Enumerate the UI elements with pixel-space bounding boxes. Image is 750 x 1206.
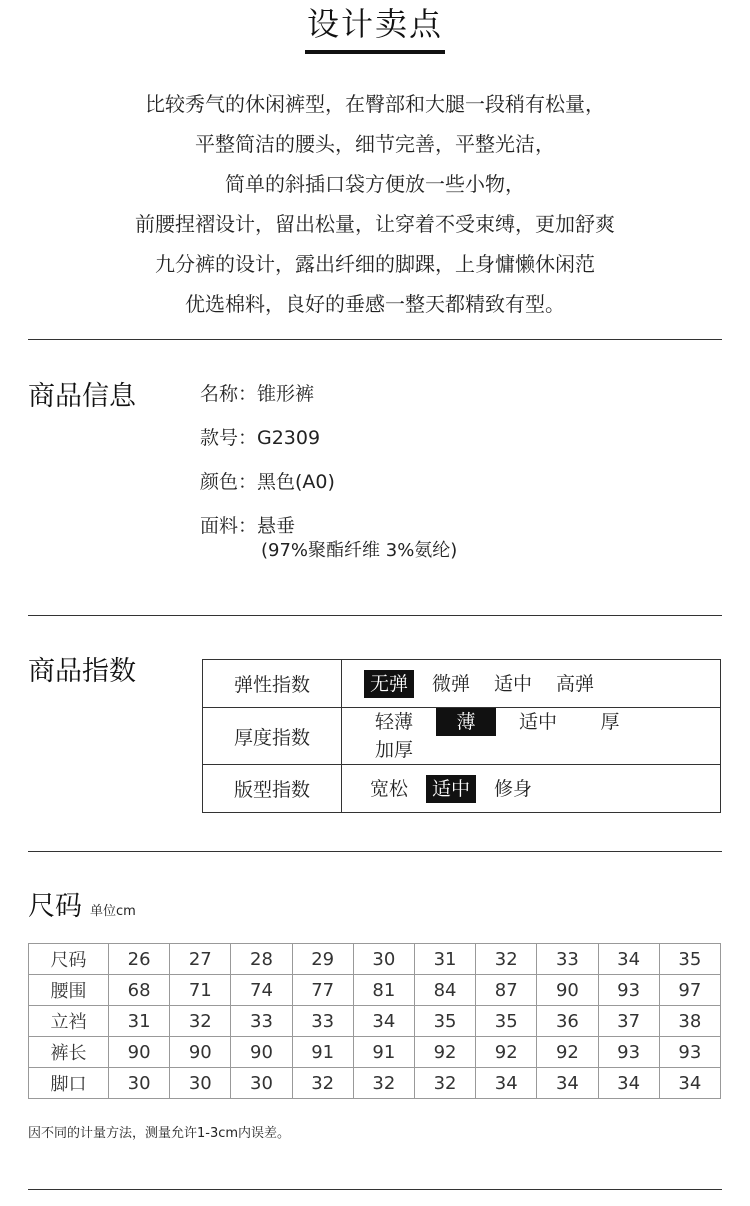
product-fabric-detail: (97%聚酯纤维 3%氨纶) bbox=[261, 540, 458, 561]
index-option: 高弹 bbox=[556, 672, 595, 695]
size-heading: 尺码 bbox=[28, 891, 82, 922]
product-info-heading: 商品信息 bbox=[28, 381, 136, 412]
index-option: 轻薄 bbox=[374, 711, 413, 733]
size-cell: 32 bbox=[476, 944, 537, 975]
size-cell: 29 bbox=[292, 944, 353, 975]
product-fabric: 面料：悬垂 bbox=[200, 515, 296, 537]
size-cell: 84 bbox=[414, 975, 475, 1006]
size-row-label: 脚口 bbox=[29, 1068, 109, 1099]
size-note: 因不同的计量方法，测量允许1-3cm内误差。 bbox=[28, 1126, 291, 1141]
size-cell: 26 bbox=[109, 944, 170, 975]
size-cell: 93 bbox=[598, 1037, 659, 1068]
size-cell: 92 bbox=[414, 1037, 475, 1068]
selling-points bbox=[0, 84, 750, 324]
product-color: 颜色：黑色(A0) bbox=[200, 471, 335, 493]
size-cell: 93 bbox=[659, 1037, 720, 1068]
product-name: 名称：锥形裤 bbox=[200, 383, 315, 405]
size-cell: 30 bbox=[170, 1068, 231, 1099]
size-cell: 92 bbox=[476, 1037, 537, 1068]
size-cell: 35 bbox=[659, 944, 720, 975]
size-cell: 68 bbox=[109, 975, 170, 1006]
index-options bbox=[342, 765, 721, 813]
selling-line: 简单的斜插口袋方便放一些小物， bbox=[225, 172, 525, 196]
product-index-table bbox=[202, 659, 721, 813]
size-cell: 92 bbox=[537, 1037, 598, 1068]
size-heading-wrap bbox=[28, 890, 136, 929]
size-row-label: 腰围 bbox=[29, 975, 109, 1006]
index-row bbox=[203, 708, 721, 765]
size-row bbox=[29, 1006, 721, 1037]
size-cell: 27 bbox=[170, 944, 231, 975]
size-cell: 30 bbox=[231, 1068, 292, 1099]
index-label: 版型指数 bbox=[203, 765, 342, 813]
size-cell: 77 bbox=[292, 975, 353, 1006]
size-cell: 91 bbox=[292, 1037, 353, 1068]
design-title-wrap bbox=[0, 4, 750, 54]
size-cell: 90 bbox=[170, 1037, 231, 1068]
index-option-selected: 无弹 bbox=[364, 670, 414, 698]
size-row bbox=[29, 944, 721, 975]
size-cell: 34 bbox=[537, 1068, 598, 1099]
size-cell: 90 bbox=[537, 975, 598, 1006]
selling-line: 平整简洁的腰头，细节完善，平整光洁， bbox=[195, 132, 555, 156]
design-title: 设计卖点 bbox=[305, 4, 445, 54]
size-cell: 34 bbox=[353, 1006, 414, 1037]
size-cell: 33 bbox=[537, 944, 598, 975]
size-cell: 34 bbox=[476, 1068, 537, 1099]
divider bbox=[28, 339, 722, 340]
index-option-selected: 适中 bbox=[426, 775, 476, 803]
index-row bbox=[203, 660, 721, 708]
selling-line: 比较秀气的休闲裤型，在臀部和大腿一段稍有松量， bbox=[145, 92, 605, 116]
size-row bbox=[29, 1068, 721, 1099]
index-option: 修身 bbox=[494, 777, 533, 800]
index-option: 宽松 bbox=[370, 777, 409, 800]
index-label: 厚度指数 bbox=[203, 708, 342, 765]
size-cell: 31 bbox=[414, 944, 475, 975]
product-index-heading: 商品指数 bbox=[28, 656, 136, 687]
size-cell: 38 bbox=[659, 1006, 720, 1037]
size-cell: 31 bbox=[109, 1006, 170, 1037]
product-style-no: 款号：G2309 bbox=[200, 427, 321, 449]
selling-line: 九分裤的设计，露出纤细的脚踝，上身慵懒休闲范 bbox=[155, 252, 595, 276]
size-cell: 90 bbox=[231, 1037, 292, 1068]
index-label: 弹性指数 bbox=[203, 660, 342, 708]
size-cell: 30 bbox=[353, 944, 414, 975]
size-row-label: 裤长 bbox=[29, 1037, 109, 1068]
size-cell: 30 bbox=[109, 1068, 170, 1099]
selling-line: 优选棉料，良好的垂感一整天都精致有型。 bbox=[185, 292, 565, 316]
product-info bbox=[200, 382, 457, 562]
size-cell: 91 bbox=[353, 1037, 414, 1068]
size-cell: 93 bbox=[598, 975, 659, 1006]
index-option-selected: 薄 bbox=[436, 708, 496, 736]
size-row bbox=[29, 975, 721, 1006]
size-cell: 97 bbox=[659, 975, 720, 1006]
index-row bbox=[203, 765, 721, 813]
index-options bbox=[342, 708, 721, 765]
size-cell: 90 bbox=[109, 1037, 170, 1068]
size-cell: 32 bbox=[292, 1068, 353, 1099]
size-cell: 37 bbox=[598, 1006, 659, 1037]
divider bbox=[28, 1189, 722, 1190]
size-cell: 34 bbox=[598, 1068, 659, 1099]
index-options bbox=[342, 660, 721, 708]
divider bbox=[28, 615, 722, 616]
divider bbox=[28, 851, 722, 852]
size-cell: 34 bbox=[598, 944, 659, 975]
size-cell: 36 bbox=[537, 1006, 598, 1037]
index-option: 微弹 bbox=[432, 672, 471, 695]
size-row bbox=[29, 1037, 721, 1068]
index-option: 加厚 bbox=[374, 739, 413, 761]
selling-line: 前腰捏褶设计，留出松量，让穿着不受束缚，更加舒爽 bbox=[135, 212, 615, 236]
size-cell: 35 bbox=[414, 1006, 475, 1037]
size-cell: 81 bbox=[353, 975, 414, 1006]
size-row-label: 尺码 bbox=[29, 944, 109, 975]
index-option: 适中 bbox=[518, 711, 557, 733]
size-cell: 34 bbox=[659, 1068, 720, 1099]
size-cell: 87 bbox=[476, 975, 537, 1006]
size-unit: 单位cm bbox=[90, 904, 136, 919]
size-cell: 32 bbox=[170, 1006, 231, 1037]
size-cell: 33 bbox=[292, 1006, 353, 1037]
index-option: 厚 bbox=[600, 711, 620, 733]
size-row-label: 立裆 bbox=[29, 1006, 109, 1037]
size-cell: 32 bbox=[353, 1068, 414, 1099]
size-cell: 71 bbox=[170, 975, 231, 1006]
size-cell: 32 bbox=[414, 1068, 475, 1099]
size-cell: 35 bbox=[476, 1006, 537, 1037]
size-cell: 74 bbox=[231, 975, 292, 1006]
index-option: 适中 bbox=[494, 672, 533, 695]
size-cell: 28 bbox=[231, 944, 292, 975]
size-cell: 33 bbox=[231, 1006, 292, 1037]
size-table bbox=[28, 943, 721, 1099]
